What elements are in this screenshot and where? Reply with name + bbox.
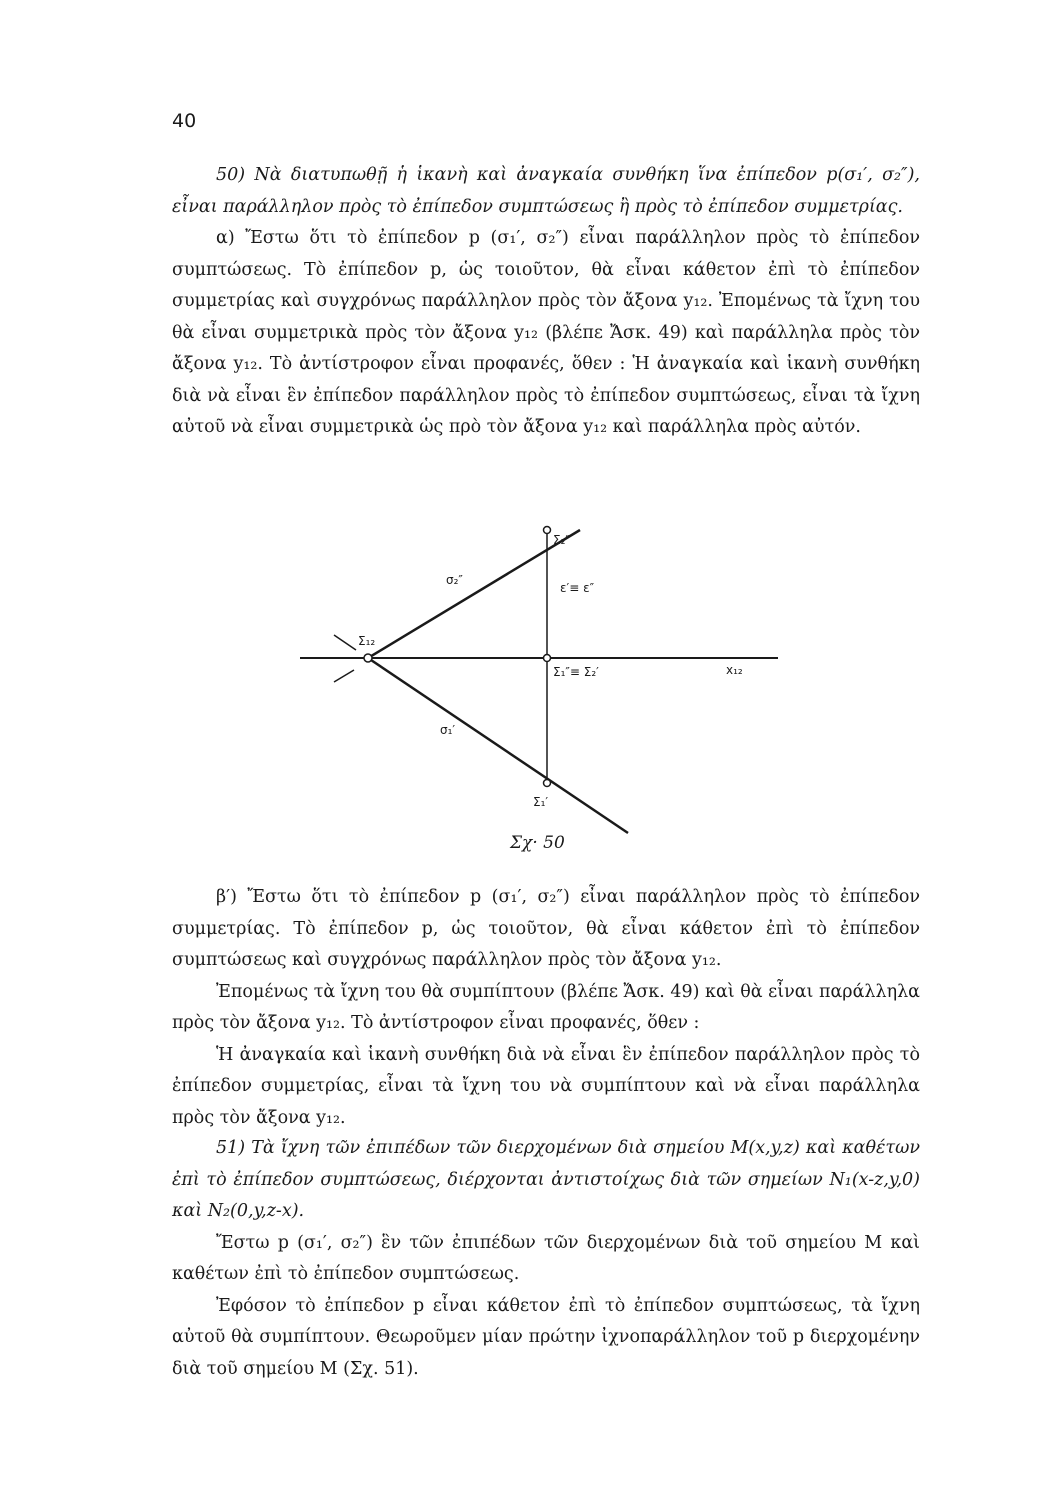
- point-sigma12: [364, 654, 372, 662]
- case-b: [172, 882, 920, 1134]
- problem-50: [172, 160, 920, 444]
- label-axis: x₁₂: [726, 663, 743, 677]
- problem-51-text-1: Ἔστω p (σ₁′, σ₂″) ἓν τῶν ἐπιπέδων τῶν διερχομένων διὰ τοῦ σημείου M καὶ καθέτων ἐπὶ τὸ ἐπίπεδον συμπτώσεως.: [172, 1232, 920, 1284]
- case-b-text-2: Ἐπομένως τὰ ἴχνη του θὰ συμπίπτουν (βλέπε Ἄσκ. 49) καὶ θὰ εἶναι παράλληλα πρὸς τὸν ἄξονα y₁₂. Τὸ ἀντίστροφον εἶναι προφανές, ὅθεν :: [172, 981, 920, 1033]
- problem-50-statement: 50) Νὰ διατυπωθῇ ἡ ἱκανὴ καὶ ἀναγκαία συνθήκη ἵνα ἐπίπεδον p(σ₁′, σ₂″), εἶναι παράλληλον πρὸς τὸ ἐπίπεδον συμπτώσεως ἢ πρὸς τὸ ἐπίπεδον συμμετρίας.: [172, 165, 920, 217]
- problem-51-text-2: Ἐφόσον τὸ ἐπίπεδον p εἶναι κάθετον ἐπὶ τὸ ἐπίπεδον συμπτώσεως, τὰ ἴχνη αὐτοῦ θὰ συμπίπτουν. Θεωροῦμεν μίαν πρώτην ἰχνοπαράλληλον τοῦ p διερχομένην διὰ τοῦ σημείου M (Σχ. 51).: [172, 1295, 920, 1379]
- label-sigma2-top: Σ₂″: [553, 533, 570, 547]
- point-sigma1-bottom: [544, 780, 551, 787]
- label-epsilon: ε′≡ ε″: [560, 581, 595, 595]
- page-number: 40: [172, 110, 197, 132]
- case-b-text-3: Ἡ ἀναγκαία καὶ ἱκανὴ συνθήκη διὰ νὰ εἶναι ἓν ἐπίπεδον παράλληλον πρὸς τὸ ἐπίπεδον συμμετρίας, εἶναι τὰ ἴχνη του νὰ συμπίπτουν καὶ νὰ εἶναι παράλληλα πρὸς τὸν ἄξονα y₁₂.: [172, 1044, 920, 1128]
- label-sigma1-bottom: Σ₁′: [533, 795, 549, 809]
- problem-50-case-a: α) Ἔστω ὅτι τὸ ἐπίπεδον p (σ₁′, σ₂″) εἶναι παράλληλον πρὸς τὸ ἐπίπεδον συμπτώσεως. Τὸ ἐπίπεδον p, ὡς τοιοῦτον, θὰ εἶναι κάθετον ἐπὶ τὸ ἐπίπεδον συμμετρίας καὶ συγχρόνως παράλληλον πρὸς τὸν ἄξονα y₁₂. Ἐπομένως τὰ ἴχνη του θὰ εἶναι συμμετρικὰ πρὸς τὸν ἄξονα y₁₂ (βλέπε Ἄσκ. 49) καὶ παράλληλα πρὸς τὸν ἄξονα y₁₂. Τὸ ἀντίστροφον εἶναι προφανές, ὅθεν : Ἡ ἀναγκαία καὶ ἱκανὴ συνθήκη διὰ νὰ εἶναι ἓν ἐπίπεδον παράλληλον πρὸς τὸ ἐπίπεδον συμπτώσεως, εἶναι τὰ ἴχνη αὐτοῦ νὰ εἶναι συμμετρικὰ ὡς πρὸ τὸν ἄξονα y₁₂ καὶ παράλληλα πρὸς αὐτόν.: [172, 228, 920, 437]
- figure-50: [290, 510, 790, 870]
- case-b-text-1: β′) Ἔστω ὅτι τὸ ἐπίπεδον p (σ₁′, σ₂″) εἶναι παράλληλον πρὸς τὸ ἐπίπεδον συμμετρίας. Τὸ ἐπίπεδον p, ὡς τοιοῦτον, θὰ εἶναι κάθετον ἐπὶ τὸ ἐπίπεδον συμπτώσεως καὶ συγχρόνως παράλληλον πρὸς τὸν ἄξονα y₁₂.: [172, 887, 920, 970]
- trace-sigma1-line: [368, 658, 628, 833]
- tick-mark-lower: [334, 670, 354, 682]
- figure-caption: Σχ· 50: [510, 833, 565, 853]
- label-sigma-mid: Σ₁″≡ Σ₂′: [553, 665, 599, 679]
- figure-50-diagram: [290, 510, 790, 870]
- trace-sigma2-line: [368, 530, 580, 658]
- tick-mark-upper: [334, 635, 356, 650]
- label-sigma2: σ₂″: [446, 573, 463, 587]
- label-sigma12: Σ₁₂: [358, 634, 376, 648]
- point-sigma-mid: [544, 655, 551, 662]
- label-sigma1: σ₁′: [440, 723, 456, 737]
- point-sigma2-top: [544, 527, 551, 534]
- problem-51: [172, 1133, 920, 1385]
- problem-51-statement: 51) Τὰ ἴχνη τῶν ἐπιπέδων τῶν διερχομένων διὰ σημείου M(x,y,z) καὶ καθέτων ἐπὶ τὸ ἐπίπεδον συμπτώσεως, διέρχονται ἀντιστοίχως διὰ τῶν σημείων N₁(x-z,y,0) καὶ N₂(0,y,z-x).: [172, 1138, 920, 1221]
